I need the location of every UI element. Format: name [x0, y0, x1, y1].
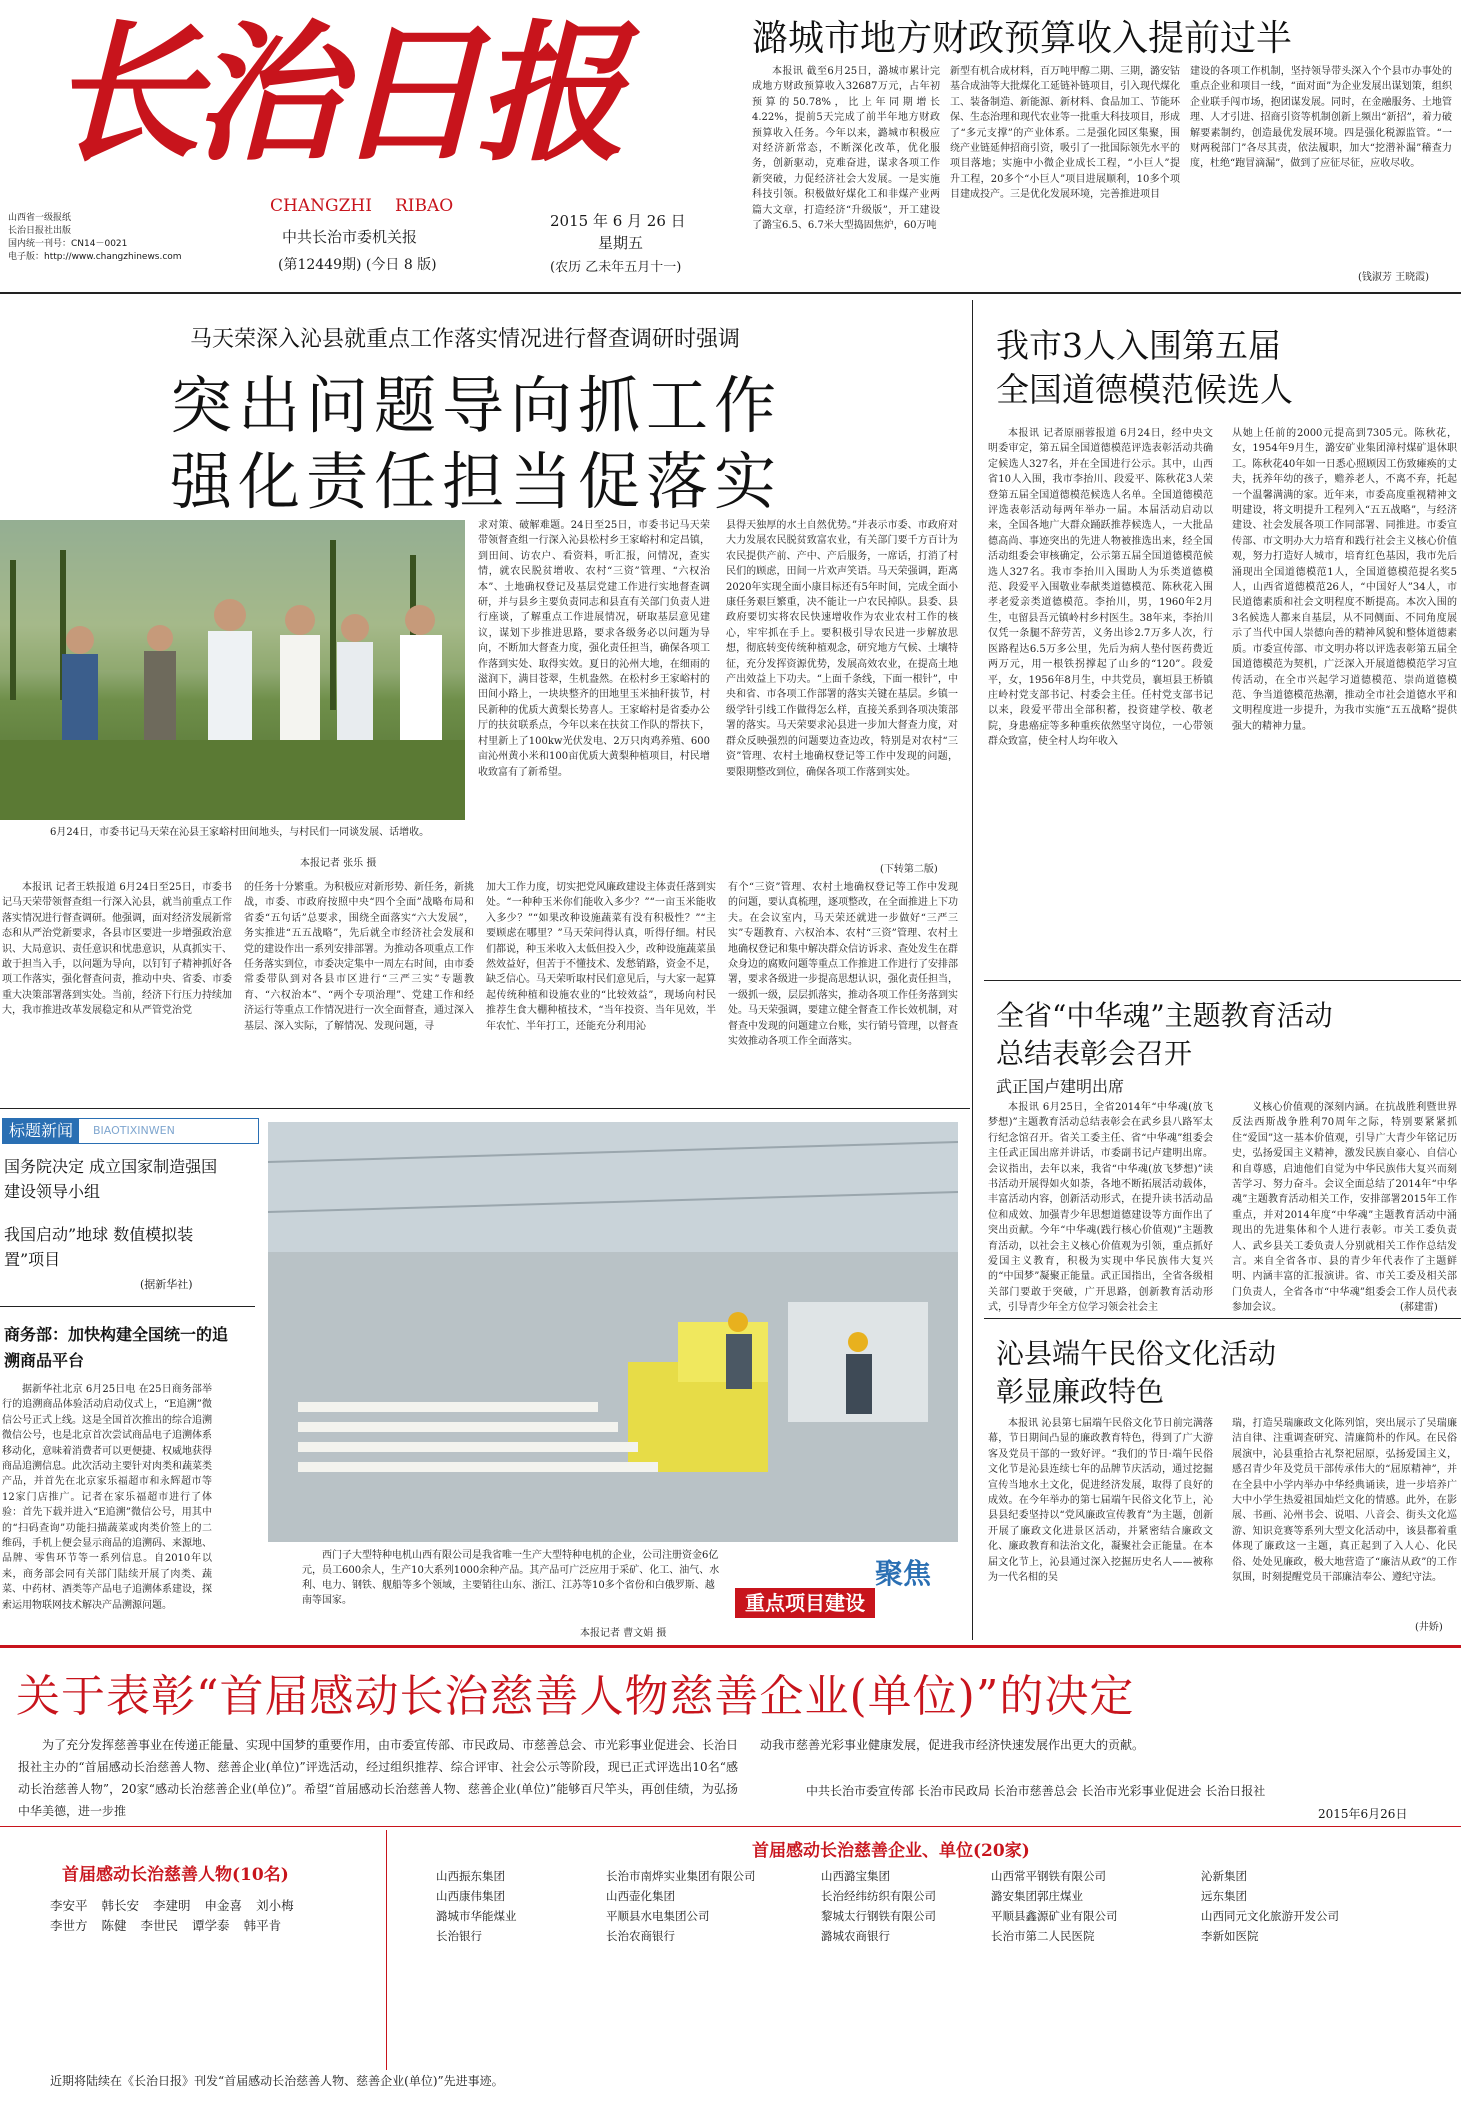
company-name: 山西同元文化旅游开发公司: [1201, 1909, 1339, 1923]
masthead-pinyin-right: RIBAO: [395, 196, 454, 216]
company-name: 长治市第二人民医院: [991, 1929, 1095, 1943]
ethics-title-2: 全国道德模范候选人: [996, 370, 1293, 409]
zhonghua-col-2: 义核心价值观的深刻内涵。在抗战胜利暨世界反法西斯战争胜利70周年之际，特别要紧紧抓住“爱国”这一基本价值观，引导广大青少年铭记历史，弘扬爱国主义精神，激发民族自豪心、自信心和自尊感，启迪他们自觉为中华民族伟大复兴而刻苦学习、努力奋斗。会议全面总结了2014年“中华魂”主题教育活动相关工作，安排部署2015年工作重点，并对2014年度“中华魂”主题教育活动中涌现出的先进集体和个人进行表彰。市关工委负责人、武乡县关工委负责人分别就相关工作作总结发言。来自全省各市、县的青少年代表作了主题鲜明、内涵丰富的汇报演讲。省、市关工委及相关部门负责人，全省各市“中华魂”组委会工作人员代表参加会议。: [1232, 1102, 1457, 1314]
companies-title: 首届感动长治慈善企业、单位(20家): [752, 1841, 1030, 1861]
company-name: 长治经纬纺织有限公司: [821, 1889, 936, 1903]
decision-footer-note: 近期将陆续在《长治日报》刊发“首届感动长治慈善人物、慈善企业(单位)”先进事迹。: [50, 2074, 504, 2088]
company-name: 李新如医院: [1201, 1929, 1259, 1943]
qinxian-col-1: 本报讯 沁县第七届端午民俗文化节日前完满落幕，节日期间凸显的廉政教育特色，得到了广大游客及党员干部的一致好评。“我们的节日·端午民俗文化节是沁县连续七年的品牌节庆活动，通过挖掘宣传当地水土文化，促进经济发展，取得了良好的成效。在今年举办的第七届端午民俗文化节上，沁县县纪委坚持以“党风廉政宣传教育”为主题，创新开展了廉政文化进景区活动，并紧密结合廉政文化、廉政教育和法治文化，凝聚社会正能量。在本届文化节上，沁县通过深入挖掘历史名人——被称为一代名相的吴: [988, 1418, 1213, 1584]
person-name: 韩平肯: [243, 1918, 282, 1933]
top-story-col-3: 建设的各项工作机制，坚持领导带头深入个个县市办事处的重点企业和项目一线，“面对面”为企业发展出谋划策，组织企业联手闯市场，抱团谋发展。同时，在金融服务、土地管理、人才引进、招商引资等机制创新上频出“新招”，着力破解要素制约，创造最优发展环境。四是强化税源监管。“一财两税部门”各尽其责，依法履职，加大“挖潜补漏”稽查力度，杜绝“跑冒滴漏”，做到了应征尽征，应收尽收。: [1190, 66, 1452, 170]
person-name: 李建明: [153, 1898, 191, 1913]
lead-title-2: 强化责任担当促落实: [170, 445, 783, 518]
divider: [984, 1318, 1461, 1319]
masthead-organ: 中共长治市委机关报: [282, 228, 418, 246]
people-in-field-image: [0, 520, 465, 820]
lead-photo-caption: 6月24日，市委书记马天荣在沁县王家峪村田间地头，与村民们一同谈发展、话增收。: [50, 827, 430, 838]
zhonghua-subtitle: 武正国卢建明出席: [996, 1077, 1125, 1096]
masthead: [0, 0, 760, 285]
lead-bottom-col-3: 加大工作力度，切实把党风廉政建设主体责任落到实处。“一种种玉米你们能收入多少？”“一亩玉米能收入多少？”“如果改种设施蔬菜有没有积极性？”“主要顾虑在哪里？”马天荣问得认真，听得仔细。村民们都说，种玉米收入太低但投入少，改种设施蔬菜虽然效益好，但苦于不懂技术、发愁销路，资金不足，缺乏信心。马天荣听取村民们意见后，与大家一起算起传统种植和设施农业的“比较效益”，现场向村民推荐生食大棚种植技术，“当年投资、当年见效，半年农忙、半年打工，还能充分利用沁: [486, 882, 716, 1032]
divider: [972, 300, 973, 1640]
divider: [0, 1108, 970, 1109]
company-name: 潞安集团郭庄煤业: [991, 1889, 1083, 1903]
lead-kicker: 马天荣深入沁县就重点工作落实情况进行督查调研时强调: [190, 327, 741, 352]
zhonghua-title-1: 全省“中华魂”主题教育活动: [996, 999, 1333, 1032]
info-line: 电子版：http://www.changzhinews.com: [8, 252, 182, 262]
decision-signers: 中共长治市委宣传部 长治市民政局 长治市慈善总会 长治市光彩事业促进会 长治日报社: [806, 1784, 1266, 1798]
factory-photo: [268, 1122, 958, 1542]
ethics-col-2: 从她上任前的2000元提高到7305元。陈秋花，女，1954年9月生，潞安矿业集团漳村煤矿退休职工。陈秋花40年如一日悉心照顾因工伤致瘫痪的丈夫，抚养年幼的孩子，赡养老人，不离不弃，托起一个温馨满满的家。近年来，市委高度重视精神文明建设，将文明提升工程列入“五五战略”，与经济建设、社会发展各项工作同部署、同推进。市委宣传部、市文明办大力培育和践行社会主义核心价值观，努力打造好人城市，培育红色基因，我市先后涌现出全国道德模范1人，全国道德模范提名奖5人，山西省道德模范26人，“中国好人”34人，市民道德素质和社会文明程度不断提高。本次入围的3名候选人都来自基层，从不同侧面、不同角度展示了当代中国人崇德向善的精神风貌和整体道德素质。市委宣传部、市文明办将以评选表彰第五届全国道德模范为契机，广泛深入开展道德模范学习宣传活动，在全市兴起学习道德模范、崇尚道德模范、争当道德模范热潮，推动全市社会道德水平和文明程度进一步提升，为我市实施“五五战略”提供强大的精神力量。: [1232, 428, 1457, 732]
zhonghua-byline: (郝建雷): [1400, 1302, 1438, 1313]
person-name: 刘小梅: [256, 1898, 294, 1913]
lead-continued-note[interactable]: (下转第二版): [880, 864, 938, 875]
company-name: 平顺县鑫源矿业有限公司: [991, 1909, 1118, 1923]
decision-date: 2015年6月26日: [1318, 1807, 1408, 1821]
company-name: 沁新集团: [1201, 1869, 1247, 1883]
lead-bottom-col-2: 的任务十分繁重。为积极应对新形势、新任务，新挑战，市委、市政府按照中央“四个全面”战略布局和省委“五句话”总要求，围绕全面落实“六大发展”，务实推进“五五战略”，先后就全市经济社会发展和党的建设作出一系列安排部署。为推动各项重点工作任务落实到位，市委决定集中一周左右时间，由市委常委带队到对各县市区进行“三严三实”专题教育、“六权治本”、“两个专项治理”、党建工作和经济运行等重点工作情况进行一次全面督查，通过深入基层、深入实际，了解情况、发现问题，寻: [244, 882, 474, 1032]
lead-bottom-col-4: 有个“三资”管理、农村土地确权登记等工作中发现的问题，要认真梳理，逐项整改，在全面推进上下功夫。在会议室内，马天荣还就进一步做好“三严三实”专题教育、六权治本、农村“三资”管理、农村土地确权登记和集中解决群众信访诉求、查处发生在群众身边的腐败问题等重点工作推进工作进行了安排部署，要求各级进一步提高思想认识，强化责任担当，一级抓一级，层层抓落实，推动各项工作任务落到实处。马天荣强调，要建立健全督查工作长效机制，对督查中发现的问题建立台账，实行销号管理，以督查实效推动各项工作全面落实。: [728, 882, 958, 1048]
lead-col-mid-1: 求对策、破解难题。24日至25日，市委书记马天荣带领督查组一行深入沁县松村乡王家峪村和定昌镇，到田间、访农户、看资料，听汇报，问情况，查实情，就农民脱贫增收、农村“三资”管理、“六权治本”、土地确权登记及基层党建工作进行实地督查调研，并与县乡主要负责同志和县直有关部门负责人进行座谈，了解重点工作进展情况，研取基层意见建议，谋划下步推进思路，要求各级务必以问题为导向，不断加大督查力度，强化责任担当，确保各项工作落到实处、取得实效。夏日的沁州大地，在细雨的滋润下，满目苍翠，生机盎然。在松村乡王家峪村的田间小路上，一块块整齐的田地里玉米抽秆拔节，村民新种的优质大黄梨长势喜人。王家峪村是省委办公厅的扶贫联系点，今年以来在扶贫工作队的帮扶下，村里新上了100kw光伏发电、2万只肉鸡养殖、600亩沁州黄小米和100亩优质大黄梨种植项目，村民增收致富有了新希望。: [478, 520, 710, 778]
company-name: 山西壶化集团: [606, 1889, 675, 1903]
badge-key-projects: 重点项目建设: [735, 1588, 875, 1618]
person-name: 李世方: [50, 1918, 88, 1933]
lead-title-1: 突出问题导向抓工作: [170, 369, 783, 442]
company-name: 山西潞宝集团: [821, 1869, 890, 1883]
lead-photo-credit: 本报记者 张乐 摄: [300, 858, 377, 869]
company-name: 长治农商银行: [606, 1929, 675, 1943]
zhonghua-col-1: 本报讯 6月25日，全省2014年“中华魂(放飞梦想)”主题教育活动总结表彰会在武乡县八路军太行纪念馆召开。省关工委主任、省“中华魂”组委会主任武正国出席并讲话，市委副书记卢建明出席。会议指出，去年以来，我省“中华魂(放飞梦想)”读书活动开展得如火如荼，各地不断拓展活动载体，丰富活动内容，创新活动形式，在提升读书活动品位和成效、加强青少年思想道德建设等方面作出了突出贡献。今年“中华魂(践行核心价值观)”主题教育活动，以社会主义核心价值观为引领，重点抓好爱国主义教育，积极为实现中华民族伟大复兴的“中国梦”凝聚正能量。武正国指出，全省各级相关部门要敢于突破，广开思路，创新教育活动形式，引导青少年全方位学习领会社会主: [988, 1102, 1213, 1314]
person-name: 李安平: [50, 1898, 88, 1913]
qinxian-byline: (井娇): [1415, 1622, 1443, 1633]
divider: [0, 1826, 1461, 1827]
company-name: 山西康伟集团: [436, 1889, 505, 1903]
qinxian-title-2: 彰显廉政特色: [996, 1375, 1165, 1408]
top-story-col-1: 本报讯 截至6月25日，潞城市累计完成地方财政预算收入32687万元，占年初预算的50.78%，比上年同期增长4.22%，提前5天完成了前半年地方财政预算收入任务。今年以来，潞城市积极应对经济新常态，不断深化改革，优化服务，创新驱动，克难奋进，谋求各项工作新突破，力促经济社会大发展。一是实施科技引领。积极做好煤化工和非煤产业两篇大文章，打造经济“升级版”，开工建设了潞宝6.5、6.7米大型捣固焦炉，60万吨: [752, 66, 940, 232]
brief-label: 标题新闻: [3, 1119, 79, 1143]
person-name: 申金喜: [204, 1898, 243, 1913]
company-name: 潞城农商银行: [821, 1929, 890, 1943]
info-line: 国内统一刊号：CN14－0021: [8, 239, 128, 249]
brief-source: (据新华社): [140, 1278, 193, 1291]
company-name: 长治银行: [436, 1929, 482, 1943]
company-name: 山西常平钢铁有限公司: [991, 1869, 1106, 1883]
commerce-body: 据新华社北京 6月25日电 在25日商务部举行的追溯商品体验活动启动仪式上，“E追溯”微信公号正式上线。这是全国首次推出的综合追溯微信公号，也是北京首次尝试商品电子追溯体系移动化，意味着消费者可以更便捷、权威地获得商品追溯信息。此次活动主要针对肉类和蔬菜类产品，并首先在北京家乐福超市和永辉超市等12家门店推广。记者在家乐福超市进行了体验：首先下载并进入“E追溯”微信公号，用其中的“扫码查询”功能扫描蔬菜或肉类价签上的二维码，手机上便会显示商品的追溯码、来源地、品牌、零售环节等一系列信息。自2010年以来，商务部会同有关部门陆续开展了肉类、蔬菜、中药材、酒类等产品电子追溯体系建设，探索运用物联网技术解决产品溯源问题。: [2, 1384, 212, 1611]
brief-item[interactable]: 我国启动”地球 数值模拟装置”项目: [4, 1225, 194, 1269]
lead-bottom-col-1: 本报讯 记者王轶报道 6月24日至25日，市委书记马天荣带领督查组一行深入沁县，就当前重点工作落实情况进行督查调研。他强调，面对经济发展新常态和从严治党新要求，各县市区要进一步增强政治意识、大局意识、责任意识和忧患意识，从真抓实干、敢于担当入手，以问题为导向，以钉钉子精神抓好各项工作落实，强化督查问责，推动中央、省委、市委重大决策部署落到实处。当前，经济下行压力持续加大，我市推进改革发展稳定和从严管党治党: [2, 882, 232, 1017]
brief-label-pinyin: BIAOTIXINWEN: [93, 1124, 175, 1137]
masthead-issue: (第12449期) (今日 8 版): [278, 257, 437, 273]
masthead-pinyin-left: CHANGZHI: [270, 196, 372, 216]
info-line: 山西省一级报纸: [8, 213, 72, 223]
decision-title: 关于表彰“首届感动长治慈善人物慈善企业(单位)”的决定: [16, 1671, 1135, 1722]
person-name: 谭学泰: [192, 1918, 230, 1933]
company-name: 长治市南烨实业集团有限公司: [606, 1869, 756, 1883]
divider: [0, 1306, 255, 1307]
info-line: 长治日报社出版: [8, 226, 72, 236]
masthead-info: [8, 212, 182, 264]
masthead-weekday: 星期五: [598, 234, 644, 252]
commerce-title: 商务部：加快构建全国统一的追溯商品平台: [4, 1325, 229, 1370]
brief-item[interactable]: 国务院决定 成立国家制造强国建设领导小组: [4, 1157, 218, 1201]
decision-body-1: 为了充分发挥慈善事业在传递正能量、实现中国梦的重要作用，由市委宣传部、市民政局、市慈善总会、市光彩事业促进会、长治日报社主办的“首届感动长治慈善人物、慈善企业(单位)”评选活动，经过组织推荐、综合评审、社会公示等阶段，现已正式评选出10名“感动长治慈善人物”，20家“感动长治慈善企业(单位)”。希望“首届感动长治慈善人物、慈善企业(单位)”能够百尺竿头，再创佳绩，为弘扬中华美德，进一步推: [18, 1738, 739, 1818]
company-name: 黎城太行钢铁有限公司: [821, 1909, 936, 1923]
person-name: 韩长安: [101, 1898, 140, 1913]
company-name: 潞城市华能煤业: [436, 1909, 517, 1923]
divider: [386, 1830, 387, 2070]
divider: [0, 292, 1461, 294]
decision-body-2: 动我市慈善光彩事业健康发展，促进我市经济快速发展作出更大的贡献。: [760, 1738, 1145, 1752]
top-story-title: 潞城市地方财政预算收入提前过半: [752, 18, 1293, 59]
company-name: 山西振东集团: [436, 1869, 505, 1883]
factory-image: [268, 1122, 958, 1542]
person-name: 李世民: [140, 1918, 179, 1933]
lead-photo: [0, 520, 465, 820]
brief-label-bar: [2, 1118, 259, 1144]
lead-col-mid-2: 县得天独厚的水土自然优势。”并表示市委、市政府对大力发展农民脱贫致富农业，有关部门要千方百计为农民提供产前、产中、产后服务，一席话，打消了村民们的顾虑，田间一片欢声笑语。马天荣强调，距离2020年实现全面小康目标还有5年时间，完成全面小康任务艰巨繁重，决不能让一户农民掉队。县委、县政府要切实将农民快速增收作为农业农村工作的核心，牢牢抓在手上。要积极引导农民进一步解放思想，彻底转变传统种植观念，研究地方气候、土壤特征，充分发挥资源优势，发展高效农业，在提高土地产出效益上下功夫。“上面千条线，下面一根针”，中央和省、市各项工作部署的落实关键在基层。乡镇一级学针引线工作做得怎么样，直接关系到各项决策部署的落实。马天荣要求沁县进一步加大督查力度，对群众反映强烈的问题要边查边改，特别是对农村“三资”管理、农村土地确权登记等工作中发现的问题，要限期整改到位，确保各项工作落到实处。: [726, 520, 958, 778]
people-title: 首届感动长治慈善人物(10名): [62, 1865, 289, 1885]
badge-focus: 聚焦: [875, 1557, 932, 1590]
masthead-logo: 长治日报: [50, 6, 619, 182]
masthead-lunar: (农历 乙未年五月十一): [550, 260, 682, 275]
top-story-byline: (钱淑芳 王晓霞): [1358, 272, 1429, 283]
masthead-date: 2015 年 6 月 26 日: [550, 212, 686, 230]
factory-credit: 本报记者 曹文娟 摄: [580, 1628, 667, 1639]
qinxian-col-2: 瑞，打造吴瑞廉政文化陈列馆，突出展示了吴瑞廉洁自律、注重调查研究、清廉简朴的作风。在民俗展演中，沁县重拾古礼祭祀屈原，弘扬爱国主义，感召青少年及党员干部传承伟大的“屈原精神”，并在全县中小学内举办中华经典诵读，进一步培养广大中小学生热爱祖国灿烂文化的情感。此外，在影展、书画、沁州书会、说唱、八音会、街头文化巡游、知识竞赛等系列大型文化活动中，该县都着重体现了廉政这一主题，真正起到了入人心、化民俗、处处见廉政，极大地营造了“廉洁从政”的工作氛围，时刻提醒党员干部廉洁奉公、遵纪守法。: [1232, 1418, 1457, 1584]
companies-grid: [436, 1866, 1456, 1946]
company-name: 平顺县水电集团公司: [606, 1909, 710, 1923]
feature-badge: [735, 1552, 955, 1622]
top-story-col-2: 新型有机合成材料，百万吨甲醇二期、三期，潞安钴基合成油等大批煤化工延链补链项目，引入现代煤化工、装备制造、新能源、新材料、食品加工、节能环保、生态治理和现代农业等一批重大科技项目，形成了“多元支撑”的产业体系。二是强化园区集聚，围绕产业链延伸招商引资，吸引了一批国际领先水平的项目落地；实施中小微企业成长工程，“小巨人”提升工程，20多个“小巨人”项目进展顺利，10多个项目建成投产。三是优化发展环境，完善推进项目: [950, 66, 1180, 201]
decision-rule-top: [0, 1645, 1461, 1648]
qinxian-title-1: 沁县端午民俗文化活动: [996, 1337, 1277, 1370]
company-name: 远东集团: [1201, 1889, 1247, 1903]
zhonghua-title-2: 总结表彰会召开: [996, 1037, 1193, 1070]
people-list: [50, 1896, 380, 1936]
ethics-col-1: 本报讯 记者原丽蓉报道 6月24日，经中央文明委审定，第五届全国道德模范评选表彰活动共确定候选人327名，并在全国进行公示。其中，山西省10人入围，我市李抬川、段爱平、陈秋花3人荣登第五届全国道德模范候选人名单。全国道德模范评选表彰活动每两年举办一届。本届活动启动以来，全国各地广大群众踊跃推荐候选人，一大批品德高尚、事迹突出的先进人物被推选出来，经全国活动组委会审核确定，公示第五届全国道德模范候选人327名。我市李抬川入围助人为乐类道德模范、段爱平入围敬业奉献类道德模范、陈秋花入围孝老爱亲类道德模范。李抬川，男，1960年2月生，屯留县吾元镇岭村乡村医生。38年来，李抬川仅凭一条腿不辞劳苦，义务出诊2.7万多人次，行医路程达6.5万多公里，先后为病人垫付医药费近两万元，用一根铁拐撑起了山乡的“120”。段爱平，女，1956年8月生，中共党员，襄垣县王桥镇庄岭村党支部书记、村委会主任。任村党支部书记以来，段爱平带出全部积蓄，投资建学校、敬老院，身患癌症等多种重疾依然坚守岗位，一心带领群众致富，使全村人均年收入: [988, 428, 1213, 748]
factory-caption: 西门子大型特种电机山西有限公司是我省唯一生产大型特种电机的企业，公司注册资金6亿元，员工600余人，生产10大系列1000余种产品。其产品可广泛应用于采矿、化工、油气、水利、电力、钢铁、舰船等多个领域，主要销往山东、浙江、江苏等10多个省份和白俄罗斯、越南等国家。: [302, 1550, 720, 1606]
divider: [984, 980, 1461, 981]
person-name: 陈健: [101, 1918, 127, 1933]
ethics-title-1: 我市3人入围第五届: [996, 326, 1281, 365]
